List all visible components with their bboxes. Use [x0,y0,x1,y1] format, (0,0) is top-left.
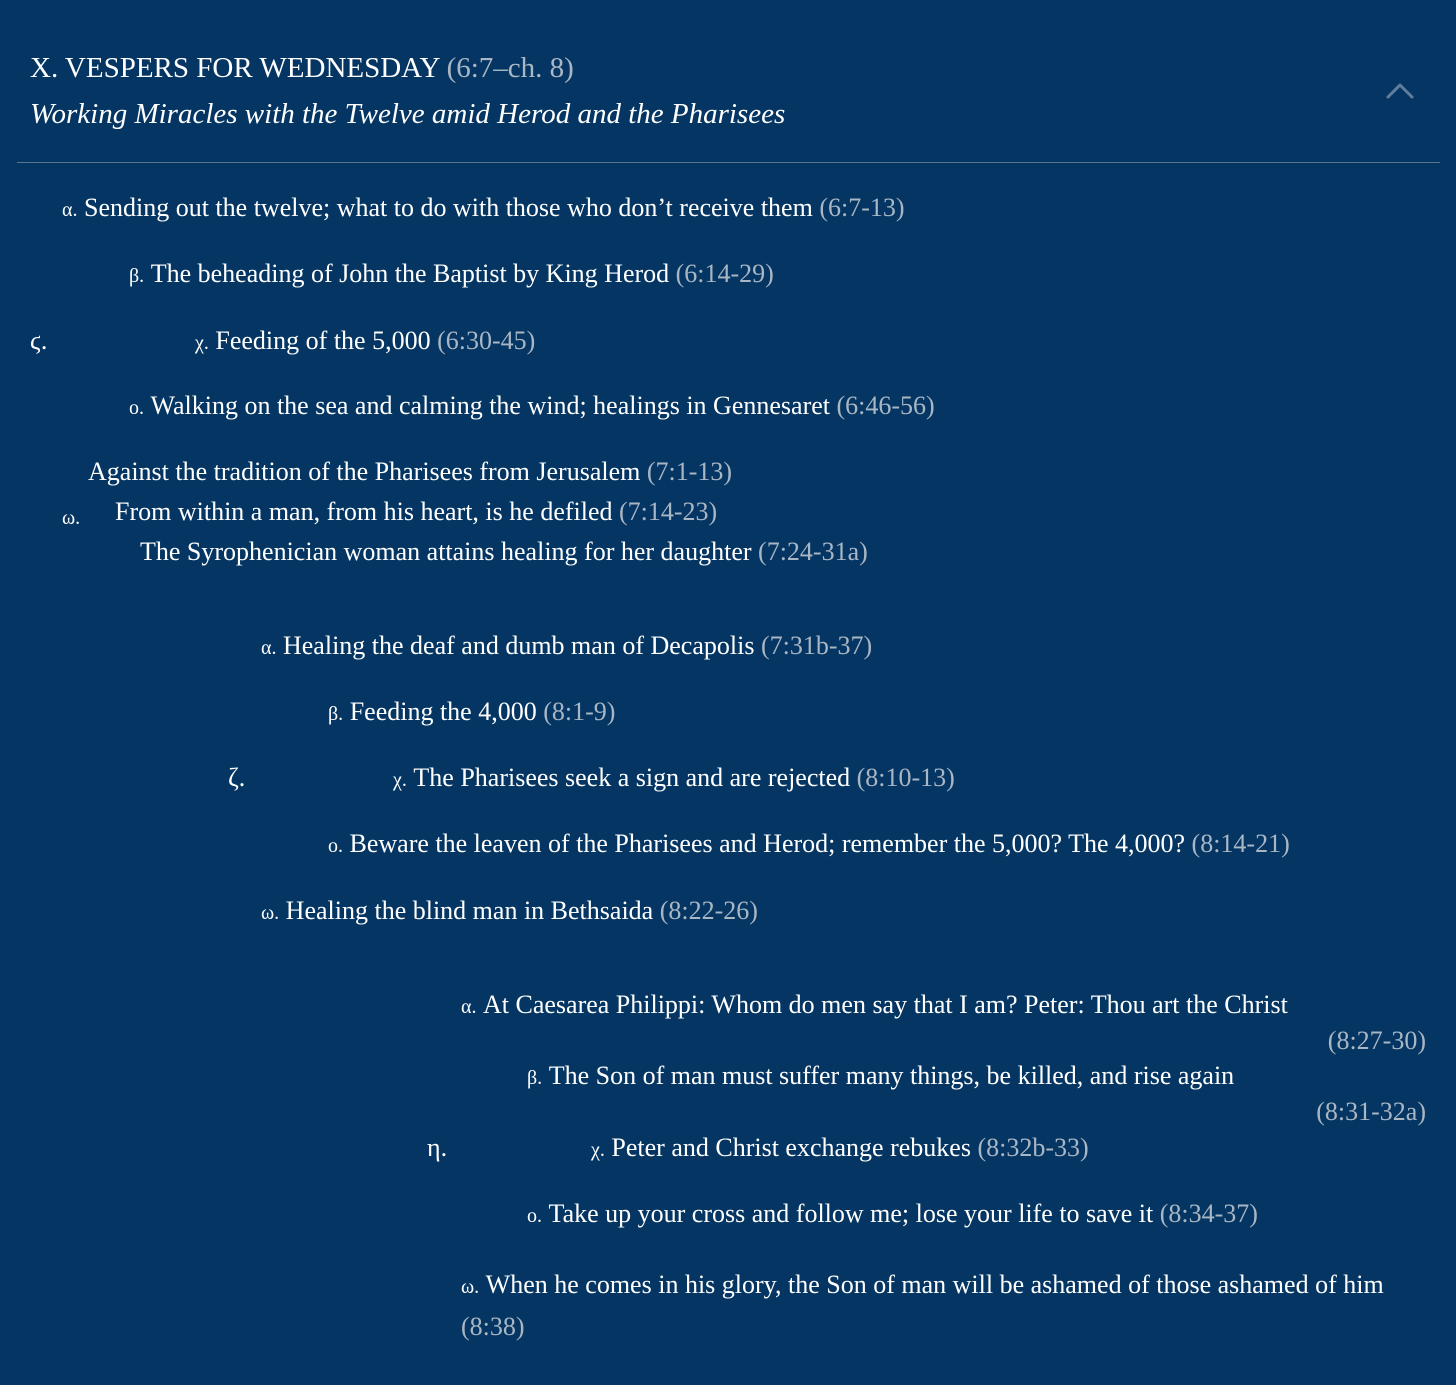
item-marker: ο. [328,835,343,857]
outline-item [129,391,935,423]
item-text: Take up your cross and follow me; lose your life to save it [548,1199,1154,1228]
verse-reference: (8:22-26) [659,896,758,925]
outline-item [461,1265,1416,1347]
outline-item [88,457,732,487]
item-marker: ω. [261,902,280,924]
outline-item [461,990,1288,1022]
item-marker: α. [62,199,78,221]
item-marker: ο. [527,1205,542,1227]
item-text: Walking on the sea and calming the wind; healings in Gennesaret [150,391,830,420]
item-text: Against the tradition of the Pharisees from Jerusalem [88,457,641,486]
verse-reference: (8:27-30) [1327,1026,1426,1055]
outline-item [115,497,717,527]
outline-item [591,1133,1089,1165]
item-marker: β. [527,1067,543,1089]
section-title-text: X. VESPERS FOR WEDNESDAY [30,52,440,84]
item-text: From within a man, from his heart, is he defiled [115,497,613,526]
item-text: The Pharisees seek a sign and are rejected [413,763,851,792]
outline-item [328,829,1290,861]
group-label-stigma: ϛ. [30,326,48,355]
item-marker: χ. [393,769,407,791]
outline-item [195,326,535,358]
section-subtitle: Working Miracles with the Twelve amid Herod and the Pharisees [30,98,786,130]
verse-reference: (8:32b-33) [977,1133,1089,1162]
outline-item [393,763,955,795]
item-text: At Caesarea Philippi: Whom do men say that I am? Peter: Thou art the Christ [482,990,1288,1019]
outline-item [261,631,872,663]
item-marker: α. [461,996,477,1018]
verse-reference: (8:31-32a) [1316,1097,1426,1126]
item-text: Feeding the 4,000 [349,697,537,726]
group-label-zeta: ζ. [228,763,246,792]
section-title-reference: (6:7–ch. 8) [446,52,574,84]
verse-reference: (8:34-37) [1159,1199,1258,1228]
item-text: Sending out the twelve; what to do with those who don’t receive them [83,193,813,222]
item-marker: α. [261,637,277,659]
verse-reference: (8:14-21) [1191,829,1290,858]
group-label-omega: ω. [62,507,81,529]
item-text: Feeding of the 5,000 [215,326,431,355]
verse-reference: (7:24-31a) [758,537,868,566]
item-marker: β. [328,703,344,725]
verse-reference: (6:7-13) [819,193,905,222]
item-marker: χ. [591,1139,605,1161]
item-text: When he comes in his glory, the Son of man will be ashamed of those ashamed of him [485,1270,1384,1299]
verse-reference: (7:14-23) [619,497,718,526]
verse-reference: (8:10-13) [856,763,955,792]
item-marker: χ. [195,332,209,354]
collapse-button[interactable] [1378,70,1422,110]
item-text: Healing the deaf and dumb man of Decapolis [282,631,755,660]
section-title [30,52,574,85]
item-marker: ο. [129,397,144,419]
verse-reference: (8:1-9) [543,697,616,726]
outline-item [140,537,868,567]
item-text: Peter and Christ exchange rebukes [611,1133,971,1162]
verse-reference: (7:1-13) [646,457,733,486]
item-text: Healing the blind man in Bethsaida [285,896,654,925]
verse-reference: (6:14-29) [675,259,774,288]
verse-reference: (6:30-45) [437,326,536,355]
item-text: The Son of man must suffer many things, be killed, and rise again [548,1061,1235,1090]
item-marker: ω. [461,1276,480,1298]
outline-item [527,1061,1234,1093]
verse-reference: (6:46-56) [836,391,935,420]
chevron-up-icon [1378,70,1422,110]
verse-reference: (7:31b-37) [760,631,873,660]
outline-item [527,1199,1258,1231]
outline-item [62,193,905,225]
divider [17,162,1440,163]
verse-reference: (8:38) [461,1312,525,1341]
outline-item [129,259,774,291]
outline-item [261,896,758,928]
item-marker: β. [129,265,145,287]
group-label-eta: η. [427,1133,448,1162]
item-text: The beheading of John the Baptist by King Herod [150,259,670,288]
outline-item [328,697,615,729]
item-text: The Syrophenician woman attains healing for her daughter [140,537,752,566]
item-text: Beware the leaven of the Pharisees and Herod; remember the 5,000? The 4,000? [349,829,1186,858]
